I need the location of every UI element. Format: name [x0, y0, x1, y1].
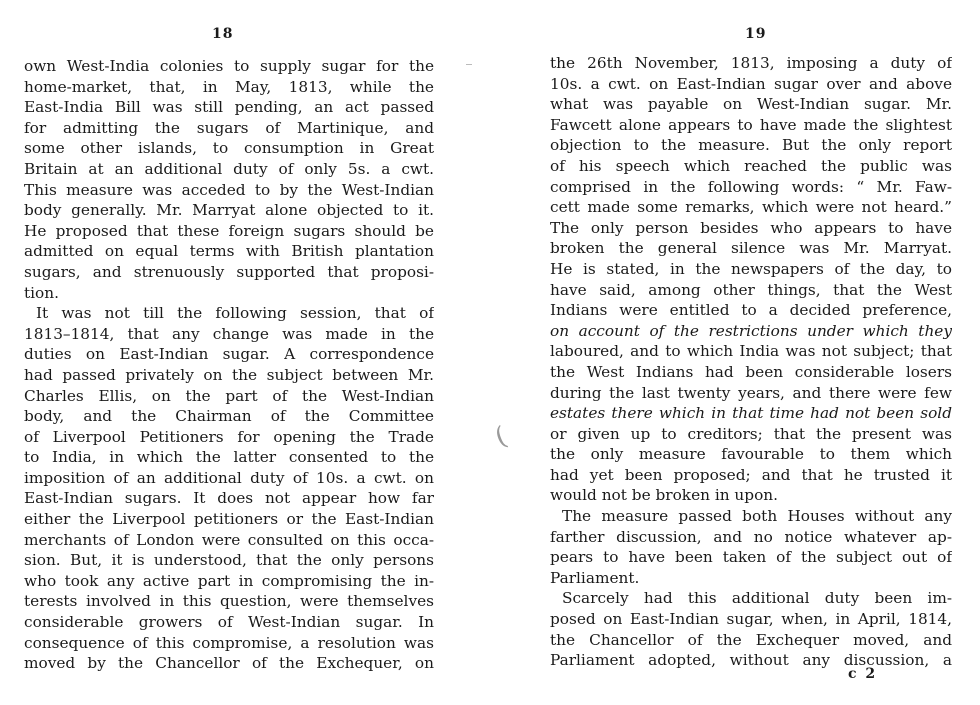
text-line: to India, in which the latter consented to the — [24, 448, 434, 467]
text-line: Fawcett alone appears to have made the slightest — [550, 115, 952, 134]
text-line: He proposed that these foreign sugars should be — [24, 221, 434, 240]
text-line: terests involved in this question, were themselves — [24, 592, 434, 611]
pencil-mark-icon: ( — [491, 421, 511, 453]
text-line: estates there which in that time had not been sold — [550, 404, 952, 423]
text-line: the 26th November, 1813, imposing a duty of — [550, 54, 952, 72]
text-line: farther discussion, and no notice whatever ap- — [550, 527, 952, 546]
text-line: Scarcely had this additional duty been im- — [562, 589, 952, 608]
text-line: of Liverpool Petitioners for opening the Trade — [24, 427, 434, 446]
text-line: either the Liverpool petitioners or the East-Indian — [24, 510, 434, 529]
text-line: for admitting the sugars of Martinique, and — [24, 118, 434, 137]
text-line: of his speech which reached the public was — [550, 156, 952, 175]
text-line: merchants of London were consulted on this occa- — [24, 530, 434, 549]
text-line: admitted on equal terms with British plantation — [24, 242, 434, 261]
text-line: sugars, and strenuously supported that proposi- — [24, 262, 434, 281]
text-line: what was payable on West-Indian sugar. Mr. — [550, 95, 952, 114]
text-line: East-Indian sugars. It does not appear how far — [24, 489, 434, 508]
text-line: considerable growers of West-Indian sugar. In — [24, 613, 434, 632]
text-line: consequence of this compromise, a resolution was — [24, 633, 434, 652]
text-line: broken the general silence was Mr. Marryat. — [550, 239, 952, 258]
text-line: had passed privately on the subject between Mr. — [24, 365, 434, 384]
text-line: the West Indians had been considerable losers — [550, 362, 952, 381]
text-line: moved by the Chancellor of the Exchequer, on — [24, 654, 434, 673]
text-line: who took any active part in compromising the in- — [24, 571, 434, 590]
text-line: or given up to creditors; that the present was — [550, 424, 952, 443]
page-number: 18 — [212, 26, 234, 42]
text-line: the only measure favourable to them which — [550, 445, 952, 464]
scan-speck — [466, 64, 472, 65]
page-number: 19 — [745, 26, 767, 42]
text-line: on account of the restrictions under which they — [550, 321, 952, 340]
text-line: cett made some remarks, which were not heard.” — [550, 198, 952, 217]
text-line: Charles Ellis, on the part of the West-Indian — [24, 386, 434, 405]
text-line: The measure passed both Houses without any — [562, 507, 952, 526]
text-line: The only person besides who appears to have — [550, 218, 952, 237]
text-line: body, and the Chairman of the Committee — [24, 407, 434, 426]
text-line: This measure was acceded to by the West-Indian — [24, 180, 434, 199]
text-line: Parliament. — [550, 568, 640, 587]
text-line: Britain at an additional duty of only 5s. a cwt. — [24, 159, 434, 178]
text-line: East-India Bill was still pending, an act passed — [24, 98, 434, 117]
text-line: sion. But, it is understood, that the only persons — [24, 551, 434, 570]
text-line: home-market, that, in May, 1813, while the — [24, 77, 434, 96]
text-line: comprised in the following words: “ Mr. Faw- — [550, 177, 952, 196]
text-line: pears to have been taken of the subject out of — [550, 548, 952, 567]
text-line: Indians were entitled to a decided preference, — [550, 301, 952, 320]
text-line: the Chancellor of the Exchequer moved, and — [550, 630, 952, 649]
text-line: tion. — [24, 283, 59, 302]
text-line: own West-India colonies to supply sugar for the — [24, 57, 434, 75]
text-line: during the last twenty years, and there were few — [550, 383, 952, 402]
text-line: imposition of an additional duty of 10s. a cwt. on — [24, 468, 434, 487]
text-line: It was not till the following session, that of — [36, 304, 434, 323]
body-text — [550, 53, 952, 671]
text-line: Parliament adopted, without any discussion, a — [550, 651, 952, 670]
text-line: He is stated, in the newspapers of the day, to — [550, 259, 952, 278]
text-line: duties on East-Indian sugar. A correspondence — [24, 345, 434, 364]
text-line: have said, among other things, that the West — [550, 280, 952, 299]
signature-mark: c 2 — [848, 666, 878, 682]
text-line: had yet been proposed; and that he trusted it — [550, 465, 952, 484]
text-line: 1813–1814, that any change was made in the — [24, 324, 434, 343]
text-line: laboured, and to which India was not subject; that — [550, 342, 952, 361]
text-line: body generally. Mr. Marryat alone objected to it. — [24, 201, 434, 220]
text-line: objection to the measure. But the only report — [550, 136, 952, 155]
text-line: some other islands, to consumption in Great — [24, 139, 434, 158]
text-line: would not be broken in upon. — [550, 486, 779, 505]
body-text — [24, 56, 434, 674]
text-line: posed on East-Indian sugar, when, in April, 1814, — [550, 610, 952, 629]
text-line: 10s. a cwt. on East-Indian sugar over and above — [550, 74, 952, 93]
